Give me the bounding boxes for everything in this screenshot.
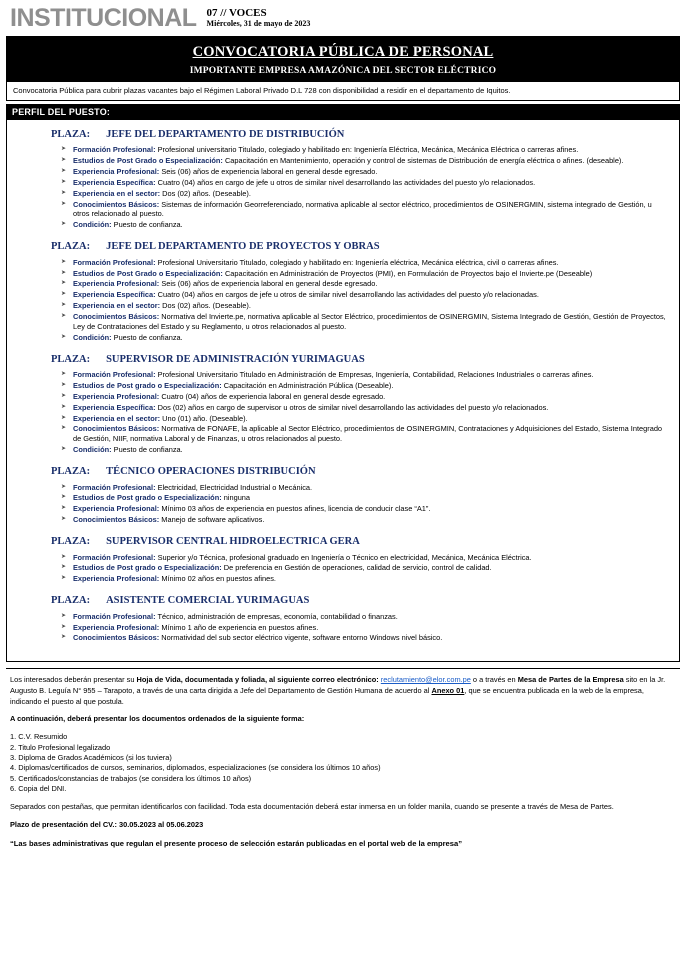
doc-item: 5. Certificados/constancias de trabajos (se considera los últimos 10 años) xyxy=(10,773,252,783)
requirement-text: Mínimo 1 año de experiencia en puestos afines. xyxy=(159,622,319,632)
requirement-text: Manejo de software aplicativos. xyxy=(159,515,265,525)
plaza-group xyxy=(17,465,669,525)
doc-item: 6. Copia del DNI. xyxy=(10,784,67,794)
plaza-group xyxy=(17,535,669,584)
announcement-subtitle: IMPORTANTE EMPRESA AMAZÓNICA DEL SECTOR ELÉCTRICO xyxy=(189,66,497,76)
plaza-label: PLAZA: xyxy=(51,241,91,253)
plaza-name: SUPERVISOR CENTRAL HIDROELECTRICA GERA xyxy=(106,535,360,547)
footer-paragraph-2: Separados con pestañas, que permitan identificarlos con facilidad. Toda esta documentación deberá estar inmersa en un folder manila, cuando se presente a través de Mesa de Partes. xyxy=(10,802,614,812)
requirement-item xyxy=(61,156,669,166)
plaza-heading xyxy=(17,128,669,142)
requirement-label: Estudios de Post grado o Especialización: xyxy=(73,493,222,503)
submission-text-bold-2: Mesa de Partes de la Empresa xyxy=(517,675,624,685)
requirement-label: Experiencia en el sector: xyxy=(73,301,161,311)
requirement-item xyxy=(61,333,669,343)
plaza-heading xyxy=(17,594,669,608)
requirement-label: Conocimientos Básicos: xyxy=(73,633,160,643)
plaza-label: PLAZA: xyxy=(51,353,91,365)
requirement-text: Dos (02) años en cargo de supervisor u otros de similar nivel desarrollando las actividades del puesto y/o relacionados. xyxy=(155,402,549,412)
plazo-line xyxy=(10,820,676,831)
submission-text-3: sito en la Jr. Augusto B. Leguía N° 955 – Tarapoto, a través de una carta dirigida a Jefe del Departamento de Gestión Humana de acuerdo al xyxy=(10,675,666,696)
plaza-name: TÉCNICO OPERACIONES DISTRIBUCIÓN xyxy=(106,465,316,477)
requirement-text: ninguna xyxy=(221,493,251,503)
requirement-label: Formación Profesional: xyxy=(73,145,156,155)
requirement-item xyxy=(61,301,669,311)
page-number: 07 // VOCES xyxy=(206,7,267,20)
requirement-label: Experiencia en el sector: xyxy=(73,413,161,423)
requirement-item xyxy=(61,392,669,402)
requirement-label: Formación Profesional: xyxy=(73,257,156,267)
requirement-label: Experiencia Específica: xyxy=(73,290,156,300)
plaza-label: PLAZA: xyxy=(51,465,91,477)
requirement-item xyxy=(61,424,669,444)
requirement-text: Profesional Universitario Titulado en Administración de Empresas, Ingeniería, Contabilidad, Relaciones Industriales o carreras afines. xyxy=(155,370,594,380)
plazas-container xyxy=(6,120,680,663)
requirement-text: Profesional Universitario Titulado, colegiado y habilitado en: Ingeniería eléctrica, Mecánica eléctrica, civil o carreras afines. xyxy=(155,257,559,267)
requirement-text: Técnico, administración de empresas, economía, contabilidad o finanzas. xyxy=(155,611,398,621)
plaza-group xyxy=(17,128,669,230)
section-header: PERFIL DEL PUESTO: xyxy=(6,104,680,120)
requirement-item xyxy=(61,563,669,573)
requirement-item xyxy=(61,515,669,525)
submission-text-4: , que se encuentra publicada en la web de la empresa, indicando el puesto al que postula. xyxy=(10,686,644,706)
requirement-text: Normatividad del sub sector eléctrico vigente, software entorno Windows nivel básico. xyxy=(159,633,443,643)
requirement-label: Conocimientos Básicos: xyxy=(73,515,160,525)
requirement-item xyxy=(61,445,669,455)
plaza-label: PLAZA: xyxy=(51,535,91,547)
requirement-label: Conocimientos Básicos: xyxy=(73,199,160,209)
doc-item: 1. C.V. Resumido xyxy=(10,732,68,742)
footer-instructions xyxy=(6,668,680,849)
requirement-text: Normativa de FONAFE, la aplicable al Sector Eléctrico, procedimientos de OSINERGMIN, Contrataciones y Adquisiciones del Estado, Sistema Integrado de Gestión, NIIF, normativa Laboral y de Finanzas, u otros relacionados al puesto. xyxy=(73,424,663,444)
intro-text: Convocatoria Pública para cubrir plazas vacantes bajo el Régimen Laboral Privado D.L 728 con disponibilidad a residir en el departamento de Iquitos. xyxy=(6,82,680,101)
plaza-group xyxy=(17,240,669,342)
plaza-name: JEFE DEL DEPARTAMENTO DE PROYECTOS Y OBRAS xyxy=(106,241,380,253)
requirement-item xyxy=(61,381,669,391)
requirement-label: Experiencia en el sector: xyxy=(73,188,161,198)
requirement-text: Uno (01) año. (Deseable). xyxy=(160,413,248,423)
anexo-link[interactable]: Anexo 01 xyxy=(431,686,465,696)
footer-quote: “Las bases administrativas que regulan el presente proceso de selección estarán publicadas en el portal web de la empresa” xyxy=(10,838,463,848)
requirement-text: Dos (02) años. (Deseable). xyxy=(160,301,251,311)
requirement-label: Condición: xyxy=(73,445,112,455)
requirement-item xyxy=(61,312,669,332)
requirement-text: Capacitación en Mantenimiento, operación y control de sistemas de Distribución de energía eléctrica o afines. (deseable). xyxy=(222,156,624,166)
requirement-item xyxy=(61,612,669,622)
plaza-label: PLAZA: xyxy=(51,595,91,607)
requirement-item xyxy=(61,178,669,188)
requirement-text: Puesto de confianza. xyxy=(111,332,183,342)
docs-heading: A continuación, deberá presentar los documentos ordenados de la siguiente forma: xyxy=(10,714,305,724)
requirement-text: Cuatro (04) años en cargo de jefe u otros de similar nivel desarrollando las actividades del puesto y/o relacionados. xyxy=(155,177,536,187)
requirement-item xyxy=(61,403,669,413)
requirement-item xyxy=(61,290,669,300)
requirement-text: Sistemas de información Georreferenciado, normativa aplicable al sector eléctrico, procedimientos de OSINERGMIN, sistema integrado de Gestión, u otros relacionado al puesto. xyxy=(73,199,652,219)
plazo-label: Plazo de presentación del CV.: xyxy=(10,820,117,830)
requirement-item xyxy=(61,220,669,230)
doc-item: 4. Diplomas/certificados de cursos, seminarios, diplomados, especializaciones (se considera los últimos 10 años) xyxy=(10,763,381,773)
requirement-item xyxy=(61,200,669,220)
requirement-text: Puesto de confianza. xyxy=(111,220,183,230)
requirement-text: Normativa del Invierte.pe, normativa aplicable al Sector Eléctrico, procedimientos de OSINERGMIN, Sistema Integrado de Gestión, Gestión de Proyectos, Ley de Contrataciones del Estado y su Reglamento, u otros relacionados al puesto. xyxy=(73,312,666,331)
requirement-item xyxy=(61,414,669,424)
requirement-label: Experiencia Específica: xyxy=(73,402,156,412)
requirement-item xyxy=(61,167,669,177)
plaza-heading xyxy=(17,535,669,549)
doc-item: 2. Titulo Profesional legalizado xyxy=(10,742,111,752)
requirement-label: Experiencia Específica: xyxy=(73,177,156,187)
masthead-meta xyxy=(207,7,311,31)
requirement-text: Seis (06) años de experiencia laboral en general desde egresado. xyxy=(159,279,378,289)
requirement-text: Cuatro (04) años en cargos de jefe u otros de similar nivel desarrollando las actividades del puesto y/o relacionadas. xyxy=(155,290,539,300)
requirement-text: Cuatro (04) años de experiencia laboral en general desde egresado. xyxy=(159,391,386,401)
plaza-heading xyxy=(17,465,669,479)
requirement-item xyxy=(61,269,669,279)
requirement-item xyxy=(61,258,669,268)
requirement-label: Estudios de Post grado o Especialización: xyxy=(73,381,222,391)
requirement-item xyxy=(61,370,669,380)
plaza-heading xyxy=(17,353,669,367)
requirement-item xyxy=(61,574,669,584)
requirement-label: Formación Profesional: xyxy=(73,552,156,562)
requirement-label: Condición: xyxy=(73,220,112,230)
requirements-list xyxy=(17,553,669,585)
submission-text-bold-1: Hoja de Vida, documentada y foliada, al siguiente correo electrónico: xyxy=(136,675,379,685)
requirement-text: Capacitación en Administración Pública (Deseable). xyxy=(221,381,394,391)
requirement-item xyxy=(61,493,669,503)
announcement-title-block xyxy=(6,39,680,82)
requirement-text: Superior y/o Técnica, profesional graduado en Ingeniería o Técnico en electricidad, Mecánica, Mecánica Eléctrica. xyxy=(155,552,532,562)
requirement-text: Mínimo 02 años en puestos afines. xyxy=(159,574,276,584)
requirements-list xyxy=(17,370,669,455)
requirement-text: De preferencia en Gestión de operaciones, calidad de servicio, control de calidad. xyxy=(221,563,492,573)
requirements-list xyxy=(17,258,669,343)
requirement-label: Experiencia Profesional: xyxy=(73,622,160,632)
announcement-title: CONVOCATORIA PÚBLICA DE PERSONAL xyxy=(192,44,494,60)
requirements-list xyxy=(17,483,669,525)
plaza-group xyxy=(17,594,669,643)
requirement-label: Experiencia Profesional: xyxy=(73,504,160,514)
docs-list xyxy=(10,732,676,794)
doc-item: 3. Diploma de Grados Académicos (si los tuviera) xyxy=(10,752,172,762)
requirements-list xyxy=(17,145,669,230)
requirement-label: Condición: xyxy=(73,332,112,342)
requirement-label: Formación Profesional: xyxy=(73,482,156,492)
requirement-label: Estudios de Post Grado o Especialización: xyxy=(73,156,223,166)
plazo-value: 30.05.2023 al 05.06.2023 xyxy=(116,820,204,830)
plaza-group xyxy=(17,353,669,455)
requirement-text: Puesto de confianza. xyxy=(111,445,183,455)
requirement-item xyxy=(61,553,669,563)
requirement-text: Dos (02) años. (Deseable). xyxy=(160,188,251,198)
plaza-heading xyxy=(17,240,669,254)
requirement-label: Experiencia Profesional: xyxy=(73,167,160,177)
requirement-text: Capacitación en Administración de Proyectos (PMI), en Formulación de Proyectos bajo el Invierte.pe (Deseable) xyxy=(222,268,593,278)
requirement-item xyxy=(61,279,669,289)
requirement-label: Experiencia Profesional: xyxy=(73,391,160,401)
requirement-label: Estudios de Post Grado o Especialización: xyxy=(73,268,223,278)
requirement-item xyxy=(61,189,669,199)
publication-brand: INSTITUCIONAL xyxy=(10,4,197,32)
plaza-name: JEFE DEL DEPARTAMENTO DE DISTRIBUCIÓN xyxy=(106,128,345,140)
requirement-label: Formación Profesional: xyxy=(73,611,156,621)
requirement-item xyxy=(61,633,669,643)
requirement-item xyxy=(61,504,669,514)
plaza-label: PLAZA: xyxy=(51,128,91,140)
publication-date: Miércoles, 31 de mayo de 2023 xyxy=(206,19,311,29)
requirement-label: Conocimientos Básicos: xyxy=(73,312,160,321)
plaza-name: SUPERVISOR DE ADMINISTRACIÓN YURIMAGUAS xyxy=(106,353,365,365)
requirement-text: Profesional universitario Titulado, colegiado y habilitado en: Ingeniería Eléctrica, Mecánica, Mecánica Eléctrica o carreras afines. xyxy=(155,145,579,155)
requirement-label: Experiencia Profesional: xyxy=(73,279,160,289)
plaza-name: ASISTENTE COMERCIAL YURIMAGUAS xyxy=(106,595,310,607)
requirement-text: Mínimo 03 años de experiencia en puestos afines, licencia de conducir clase “A1”. xyxy=(159,504,431,514)
requirement-label: Estudios de Post grado o Especialización: xyxy=(73,563,222,573)
requirement-item xyxy=(61,145,669,155)
submission-paragraph xyxy=(10,675,676,707)
requirements-list xyxy=(17,612,669,644)
email-link[interactable]: reclutamiento@elor.com.pe xyxy=(380,675,471,685)
submission-text-1: Los interesados deberán presentar su xyxy=(10,675,137,685)
requirement-label: Formación Profesional: xyxy=(73,370,156,380)
requirement-label: Experiencia Profesional: xyxy=(73,574,160,584)
requirement-item xyxy=(61,483,669,493)
submission-text-2: o a través en xyxy=(470,675,518,685)
requirement-item xyxy=(61,623,669,633)
requirement-text: Electricidad, Electricidad Industrial o Mecánica. xyxy=(155,482,313,492)
requirement-label: Conocimientos Básicos: xyxy=(73,424,160,434)
requirement-text: Seis (06) años de experiencia laboral en general desde egresado. xyxy=(159,167,378,177)
masthead xyxy=(6,4,680,35)
